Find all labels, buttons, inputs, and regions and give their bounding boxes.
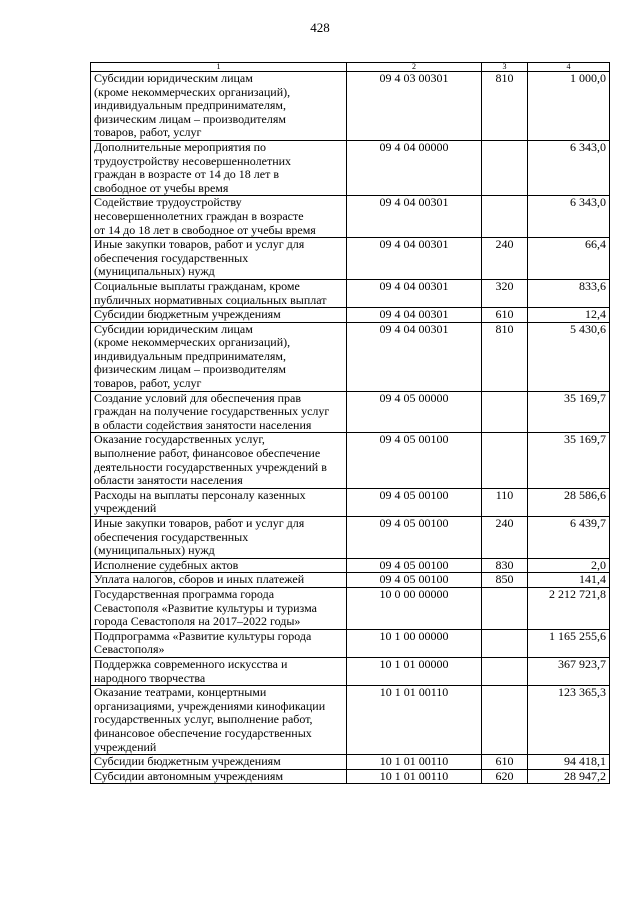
amount-cell: 6 343,0 [528,196,610,238]
amount-cell: 141,4 [528,573,610,588]
target-article-code-cell: 10 1 01 00110 [347,686,482,755]
expense-name-cell: Иные закупки товаров, работ и услуг для обеспечения государственных (муниципальных) нужд [91,517,347,559]
expense-type-code-cell: 610 [482,308,528,323]
table-row [91,517,610,559]
amount-cell: 28 947,2 [528,769,610,784]
amount-cell: 2,0 [528,558,610,573]
header-col-1: 1 [91,63,347,72]
amount-cell: 123 365,3 [528,686,610,755]
expense-type-code-cell [482,686,528,755]
expense-name-cell: Подпрограмма «Развитие культуры города Севастополя» [91,629,347,657]
amount-cell: 367 923,7 [528,657,610,685]
page-number: 428 [310,20,330,35]
table-row [91,488,610,516]
amount-cell: 94 418,1 [528,755,610,770]
table-row [91,72,610,141]
target-article-code-cell: 09 4 04 00301 [347,322,482,391]
expense-type-code-cell [482,629,528,657]
amount-cell: 12,4 [528,308,610,323]
expense-name-cell: Создание условий для обеспечения прав граждан на получение государственных услуг в области содействия занятости населения [91,391,347,433]
table-row [91,657,610,685]
expense-type-code-cell [482,140,528,195]
table-row [91,322,610,391]
expense-name-cell: Расходы на выплаты персоналу казенных учреждений [91,488,347,516]
table-row [91,769,610,784]
table-row [91,629,610,657]
expense-type-code-cell: 620 [482,769,528,784]
expense-type-code-cell: 320 [482,279,528,307]
header-col-2: 2 [347,63,482,72]
target-article-code-cell: 09 4 05 00100 [347,573,482,588]
expense-type-code-cell: 240 [482,517,528,559]
expense-name-cell: Содействие трудоустройству несовершеннолетних граждан в возрасте от 14 до 18 лет в свободное от учебы время [91,196,347,238]
table-row [91,587,610,629]
target-article-code-cell: 09 4 04 00301 [347,196,482,238]
expense-name-cell: Исполнение судебных актов [91,558,347,573]
table-row [91,238,610,280]
expense-name-cell: Государственная программа города Севастополя «Развитие культуры и туризма города Севастополя на 2017–2022 годы» [91,587,347,629]
expense-type-code-cell: 240 [482,238,528,280]
amount-cell: 1 000,0 [528,72,610,141]
table-row [91,686,610,755]
expense-name-cell: Субсидии бюджетным учреждениям [91,755,347,770]
amount-cell: 1 165 255,6 [528,629,610,657]
expense-name-cell: Уплата налогов, сборов и иных платежей [91,573,347,588]
target-article-code-cell: 10 1 01 00000 [347,657,482,685]
table-row [91,755,610,770]
table-row [91,433,610,488]
amount-cell: 35 169,7 [528,433,610,488]
target-article-code-cell: 10 1 01 00110 [347,755,482,770]
target-article-code-cell: 10 1 01 00110 [347,769,482,784]
table-header-row [91,63,610,72]
target-article-code-cell: 10 0 00 00000 [347,587,482,629]
target-article-code-cell: 09 4 05 00000 [347,391,482,433]
expense-type-code-cell: 610 [482,755,528,770]
amount-cell: 66,4 [528,238,610,280]
amount-cell: 2 212 721,8 [528,587,610,629]
target-article-code-cell: 09 4 04 00000 [347,140,482,195]
table-row [91,140,610,195]
expense-type-code-cell [482,196,528,238]
expense-name-cell: Дополнительные мероприятия по трудоустройству несовершеннолетних граждан в возрасте от 14 до 18 лет в свободное от учебы время [91,140,347,195]
expense-name-cell: Иные закупки товаров, работ и услуг для обеспечения государственных (муниципальных) нужд [91,238,347,280]
table-row [91,196,610,238]
expense-type-code-cell [482,391,528,433]
target-article-code-cell: 09 4 05 00100 [347,433,482,488]
expense-type-code-cell [482,433,528,488]
target-article-code-cell: 10 1 00 00000 [347,629,482,657]
expense-type-code-cell: 850 [482,573,528,588]
amount-cell: 28 586,6 [528,488,610,516]
amount-cell: 35 169,7 [528,391,610,433]
expense-type-code-cell: 830 [482,558,528,573]
expense-name-cell: Социальные выплаты гражданам, кроме публичных нормативных социальных выплат [91,279,347,307]
table-row [91,308,610,323]
expense-name-cell: Субсидии бюджетным учреждениям [91,308,347,323]
target-article-code-cell: 09 4 04 00301 [347,238,482,280]
budget-table [90,62,610,784]
amount-cell: 6 343,0 [528,140,610,195]
expense-name-cell: Субсидии юридическим лицам (кроме некоммерческих организаций), индивидуальным предпринимателям, физическим лицам – производителям товаров, работ, услуг [91,72,347,141]
table-row [91,573,610,588]
target-article-code-cell: 09 4 03 00301 [347,72,482,141]
target-article-code-cell: 09 4 05 00100 [347,517,482,559]
amount-cell: 5 430,6 [528,322,610,391]
table-row [91,558,610,573]
table-row [91,279,610,307]
target-article-code-cell: 09 4 05 00100 [347,558,482,573]
expense-name-cell: Оказание государственных услуг, выполнение работ, финансовое обеспечение деятельности государственных учреждений в области занятости населения [91,433,347,488]
expense-name-cell: Субсидии юридическим лицам (кроме некоммерческих организаций), индивидуальным предпринимателям, физическим лицам – производителям товаров, работ, услуг [91,322,347,391]
expense-name-cell: Поддержка современного искусства и народного творчества [91,657,347,685]
header-col-4: 4 [528,63,610,72]
table-row [91,391,610,433]
table-body [91,72,610,784]
target-article-code-cell: 09 4 04 00301 [347,308,482,323]
header-col-3: 3 [482,63,528,72]
expense-type-code-cell [482,587,528,629]
expense-type-code-cell: 810 [482,322,528,391]
target-article-code-cell: 09 4 04 00301 [347,279,482,307]
expense-name-cell: Оказание театрами, концертными организациями, учреждениями кинофикации государственных услуг, выполнение работ, финансовое обеспечение государственных учреждений [91,686,347,755]
expense-type-code-cell: 810 [482,72,528,141]
amount-cell: 6 439,7 [528,517,610,559]
expense-type-code-cell [482,657,528,685]
target-article-code-cell: 09 4 05 00100 [347,488,482,516]
expense-type-code-cell: 110 [482,488,528,516]
expense-name-cell: Субсидии автономным учреждениям [91,769,347,784]
amount-cell: 833,6 [528,279,610,307]
